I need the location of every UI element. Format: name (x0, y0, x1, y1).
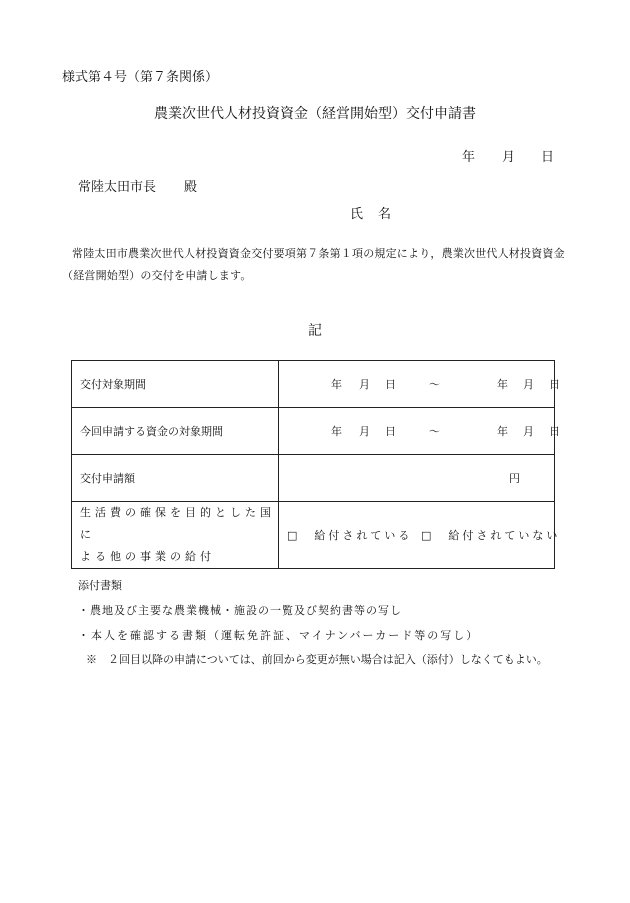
period-value[interactable] (279, 361, 560, 408)
attachment-item: ・本人を確認する書類（運転免許証、マイナンバーカード等の写し） (78, 629, 480, 642)
date-year-label: 年 (462, 150, 476, 165)
current-end-day: 日 (549, 425, 560, 438)
ki-heading: 記 (308, 323, 322, 339)
option-not-received-checkbox[interactable]: □ 給付されていない (421, 529, 561, 542)
amount-unit: 円 (509, 472, 520, 485)
period-end-year: 年 (497, 378, 508, 391)
period-start-day: 日 (385, 378, 396, 391)
current-start-month: 月 (359, 425, 370, 438)
table-row (72, 408, 555, 455)
current-start-day: 日 (385, 425, 396, 438)
current-period-value[interactable] (279, 408, 560, 455)
current-start-year: 年 (331, 425, 342, 438)
amount-label: 交付申請額 (72, 455, 279, 502)
period-end-day: 日 (549, 378, 560, 391)
other-benefit-value (279, 502, 561, 569)
current-end-month: 月 (523, 425, 534, 438)
other-benefit-label-line-1: 生活費の確保を目的とした国に (80, 506, 275, 541)
current-period-label: 今回申請する資金の対象期間 (72, 408, 279, 455)
date-month-label: 月 (502, 150, 516, 165)
current-end-year: 年 (497, 425, 508, 438)
table-row (72, 361, 555, 408)
current-tilde: ～ (429, 425, 440, 438)
attachment-item: ・農地及び主要な農業機械・施設の一覧及び契約書等の写し (78, 604, 402, 617)
attachments-note: ※ ２回目以降の申請については、前回から変更が無い場合は記入（添付）しなくてもよい。 (86, 653, 548, 666)
addressee-honorific: 殿 (184, 180, 198, 195)
table-row (72, 502, 555, 569)
application-table (71, 360, 561, 569)
other-benefit-label-line-2: よる他の事業の給付 (80, 550, 215, 563)
period-label: 交付対象期間 (72, 361, 279, 408)
application-statement: 常陸太田市農業次世代人材投資資金交付要項第７条第１項の規定により，農業次世代人材投資資金（経営開始型）の交付を申請します。 (62, 247, 565, 282)
other-benefit-label (72, 502, 279, 569)
period-tilde: ～ (429, 378, 440, 391)
applicant-name-label-2: 名 (378, 207, 392, 222)
period-start-year: 年 (331, 378, 342, 391)
amount-value[interactable] (279, 455, 555, 502)
attachments-heading: 添付書類 (78, 579, 122, 592)
period-start-month: 月 (359, 378, 370, 391)
table-row (72, 455, 555, 502)
date-day-label: 日 (541, 150, 555, 165)
period-end-month: 月 (523, 378, 534, 391)
document-title: 農業次世代人材投資資金（経営開始型）交付申請書 (154, 106, 476, 122)
option-received-checkbox[interactable]: □ 給付されている (287, 529, 413, 542)
applicant-name-label-1: 氏 (350, 207, 364, 222)
addressee-name: 常陸太田市長 (78, 180, 157, 195)
addressee (78, 176, 197, 195)
form-number: 様式第４号（第７条関係） (62, 70, 219, 85)
